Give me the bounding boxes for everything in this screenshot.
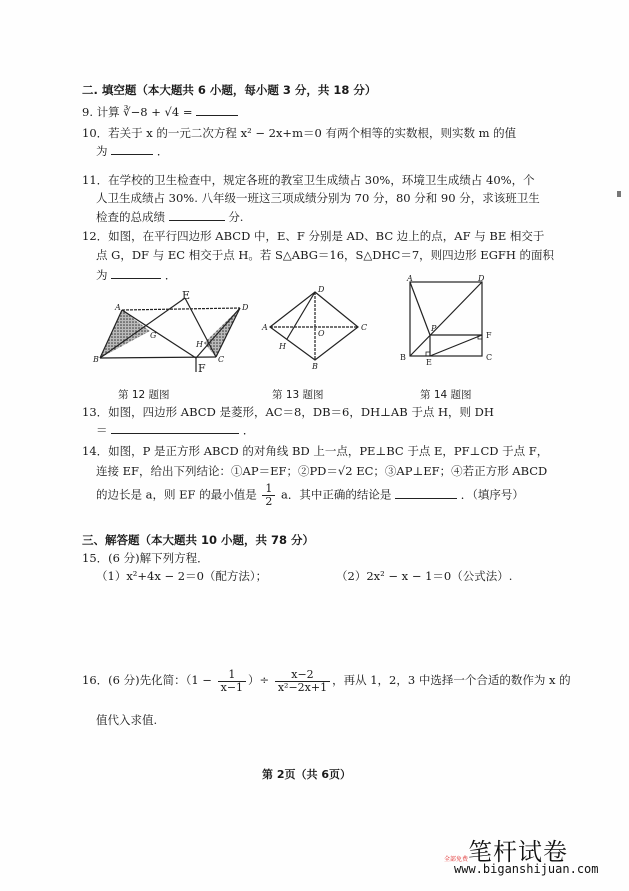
question-number: 9.: [82, 105, 93, 119]
svg-text:C: C: [486, 353, 493, 362]
svg-text:D: D: [318, 285, 325, 294]
svg-text:B: B: [400, 353, 406, 362]
svg-text:F: F: [486, 331, 492, 340]
question-number: 13．: [82, 405, 109, 419]
svg-text:B: B: [93, 355, 99, 364]
answer-blank[interactable]: [111, 423, 239, 434]
question-14: [82, 443, 548, 459]
answer-blank[interactable]: [196, 105, 238, 116]
svg-text:A: A: [115, 303, 121, 312]
svg-text:H: H: [279, 342, 286, 351]
svg-text:C: C: [218, 355, 225, 364]
question-number: 12．: [82, 229, 109, 243]
question-text: a．其中正确的结论是: [281, 487, 392, 502]
question-15-part-1: （1）x²+4x − 2＝0（配方法）；: [96, 569, 268, 583]
punctuation: ．: [156, 144, 169, 158]
scan-artifact: [617, 191, 621, 197]
fraction-x-minus-2-over-quadratic: $\frac{x-2}{\text{x²−2x+1}}$: [275, 669, 330, 694]
punctuation: ．: [242, 423, 255, 437]
question-number: 14．: [82, 444, 109, 458]
question-13-line2: [96, 422, 254, 438]
answer-blank[interactable]: [395, 488, 457, 499]
svg-text:E: E: [426, 358, 432, 367]
question-11-line3: [96, 209, 243, 225]
figure-12-caption: 第 12 题图: [118, 389, 170, 401]
question-text: 如图，在平行四边形 ABCD 中，E、F 分别是 AD、BC 边上的点，AF 与 BE 相交于: [108, 229, 545, 243]
watermark: [444, 832, 599, 876]
question-prefix: 计算: [96, 105, 120, 119]
question-text: ＝: [96, 423, 108, 437]
question-text: 为: [96, 268, 108, 282]
question-15-part-2: （2）2x² − x − 1＝0（公式法）.: [336, 569, 513, 583]
svg-text:B: B: [312, 362, 318, 371]
question-14-line2: 连接 EF，给出下列结论：①AP＝EF；②PD＝√2 EC；③AP⊥EF；④若正方形 ABCD: [96, 464, 548, 478]
question-13: [82, 404, 494, 420]
question-number: 10．: [82, 126, 109, 140]
question-10-line2: [96, 143, 168, 159]
question-number: 15．: [82, 551, 109, 565]
svg-text:H: H: [196, 340, 203, 349]
question-text: (6 分)解下列方程．: [108, 551, 209, 565]
question-text: ，再从 1，2，3 中选择一个合适的数作为 x 的: [332, 673, 571, 687]
question-text: 如图，P 是正方形 ABCD 的对角线 BD 上一点，PE⊥BC 于点 E，PF⊥CD 于点 F，: [108, 444, 549, 458]
question-number: 11．: [82, 173, 109, 187]
question-number: 16．: [82, 673, 109, 687]
svg-text:O: O: [318, 329, 325, 338]
question-11-line2: 人卫生成绩占 30%. 八年级一班这三项成绩分别为 70 分，80 分和 90 分，求该班卫生: [96, 191, 540, 205]
answer-blank[interactable]: [111, 144, 153, 155]
question-16: [82, 666, 571, 694]
svg-text:A: A: [262, 323, 268, 332]
figure-14-square: [395, 272, 505, 367]
figure-13-caption: 第 13 题图: [272, 389, 324, 401]
section-2-heading: 二. 填空题（本大题共 6 小题，每小题 3 分，共 18 分）: [82, 83, 377, 97]
question-12: [82, 228, 544, 244]
watermark-tag: 全部免费: [444, 856, 469, 863]
svg-text:A: A: [407, 274, 413, 283]
answer-blank[interactable]: [169, 210, 225, 221]
question-text: 如图，四边形 ABCD 是菱形，AC＝8，DB＝6，DH⊥AB 于点 H，则 DH: [108, 405, 494, 419]
question-text: 若关于 x 的一元二次方程 x² − 2x+m＝0 有两个相等的实数根，则实数 m 的值: [108, 126, 517, 140]
watermark-url[interactable]: www.biganshijuan.com: [454, 862, 599, 876]
question-text: 分.: [228, 210, 244, 224]
question-10: [82, 125, 516, 141]
section-3-heading: 三、解答题（本大题共 10 小题，共 78 分）: [82, 533, 315, 547]
question-15: [82, 550, 209, 566]
watermark-title: 笔杆试卷: [468, 838, 568, 866]
svg-text:F: F: [198, 362, 206, 375]
svg-text:G: G: [150, 331, 157, 340]
question-9: [82, 104, 238, 120]
question-12-line3: [96, 267, 176, 283]
svg-text:P: P: [431, 324, 437, 333]
fraction-one-half: $\frac{1}{2}$: [262, 483, 275, 508]
question-11: [82, 172, 535, 188]
question-text: 检查的总成绩: [96, 210, 165, 224]
figure-14-caption: 第 14 题图: [420, 389, 472, 401]
punctuation: ．: [164, 268, 177, 282]
svg-text:D: D: [242, 303, 249, 312]
question-16-line2: 值代入求值.: [96, 713, 158, 727]
question-text: 为: [96, 144, 108, 158]
fraction-1-over-x-minus-1: $\frac{1}{x-1}$: [218, 669, 246, 694]
question-14-line3: [96, 483, 524, 508]
figure-13-rhombus: [260, 283, 370, 373]
svg-text:C: C: [361, 323, 368, 332]
question-text: 在学校的卫生检查中，规定各班的教室卫生成绩占 30%，环境卫生成绩占 40%，个: [108, 173, 535, 187]
page-number-footer: 第 2页（共 6页）: [262, 768, 351, 781]
figure-12-parallelogram: [90, 290, 260, 380]
operator: ）÷: [248, 673, 270, 687]
question-12-line2: 点 G，DF 与 EC 相交于点 H。若 S△ABG＝16，S△DHC＝7，则四边形 EGFH 的面积: [96, 248, 555, 262]
question-text: 的边长是 a，则 EF 的最小值是: [96, 487, 257, 502]
answer-blank[interactable]: [111, 268, 161, 279]
math-expression: ∛−8 + √4 =: [123, 105, 193, 119]
svg-text:E: E: [182, 290, 191, 302]
question-text: ．（填序号）: [460, 487, 524, 502]
svg-text:D: D: [478, 274, 485, 283]
question-text: (6 分)先化简：（1 −: [108, 673, 212, 687]
